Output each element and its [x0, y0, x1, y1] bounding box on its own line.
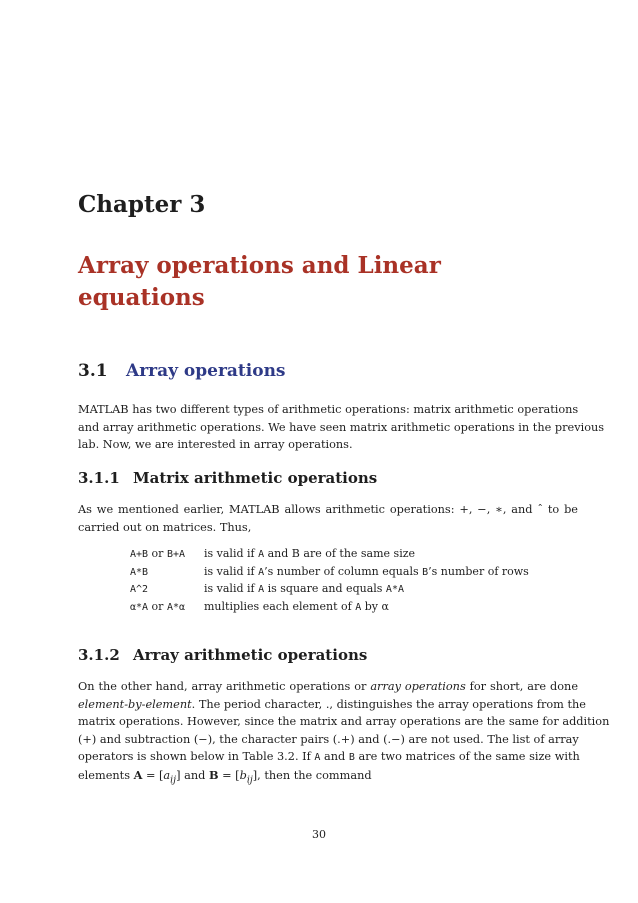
section-title: Matrix arithmetic operations: [133, 469, 378, 487]
paragraph-line: carried out on matrices. Thus,: [78, 520, 252, 534]
paragraph-line: (+) and subtraction (−), the character pairs (.+) and (.−) are not used. The list of array: [78, 732, 579, 746]
paragraph-line: lab. Now, we are interested in array operations.: [78, 438, 353, 451]
operation-description: is valid if A’s number of column equals B’s number of rows: [204, 564, 529, 578]
paragraph-line: and array arithmetic operations. We have seen matrix arithmetic operations in the previous: [78, 420, 605, 434]
section-3-1-1-paragraph: [78, 501, 578, 536]
table-row: [130, 546, 529, 564]
chapter-title: [78, 250, 548, 314]
operation-description: multiplies each element of A by α: [204, 599, 389, 613]
operation-description: is valid if A and B are of the same size: [204, 547, 416, 560]
table-row: [130, 564, 529, 582]
operation-expression: A*B: [130, 566, 149, 578]
section-3-1-1-heading: [78, 468, 377, 488]
section-3-1-2-paragraph: [78, 678, 610, 788]
operation-expression: α*A or A*α: [130, 599, 185, 613]
table-row: [130, 581, 529, 599]
chapter-title-line-1: Array operations and Linear: [78, 252, 441, 279]
section-3-1-heading: [78, 360, 286, 382]
operation-expression: A+B or B+A: [130, 547, 185, 560]
paragraph-line: MATLAB has two different types of arithmetic operations: matrix arithmetic operations: [78, 403, 579, 416]
section-3-1-paragraph: [78, 401, 605, 454]
matrix-operations-table: [130, 546, 529, 616]
paragraph-line: operators is shown below in Table 3.2. If A and B are two matrices of the same size with: [78, 750, 580, 763]
chapter-label: Chapter 3: [78, 191, 206, 218]
section-3-1-2-heading: [78, 645, 367, 665]
paragraph-line: On the other hand, array arithmetic operations or array operations for short, are done: [78, 680, 579, 693]
paragraph-line: element-by-element. The period character, ., distinguishes the array operations from the: [78, 697, 586, 711]
section-title: Array operations: [126, 361, 286, 381]
operation-description: is valid if A is square and equals A*A: [204, 582, 404, 595]
chapter-title-line-2: equations: [78, 284, 205, 311]
page-number: 30: [312, 828, 326, 841]
section-number: 3.1.1: [78, 469, 120, 487]
table-row: [130, 599, 529, 617]
operation-expression: A^2: [130, 584, 149, 595]
paragraph-line: matrix operations. However, since the matrix and array operations are the same for addition: [78, 715, 610, 728]
section-title: Array arithmetic operations: [133, 646, 368, 664]
section-number: 3.1: [78, 361, 108, 381]
paragraph-line: As we mentioned earlier, MATLAB allows arithmetic operations: +, −, ∗, and ˆ to be: [78, 503, 578, 516]
section-number: 3.1.2: [78, 646, 120, 664]
paragraph-line: elements $A = [a_{ij}]$ and $B = [b_{ij}]$, then the command: [78, 767, 372, 785]
